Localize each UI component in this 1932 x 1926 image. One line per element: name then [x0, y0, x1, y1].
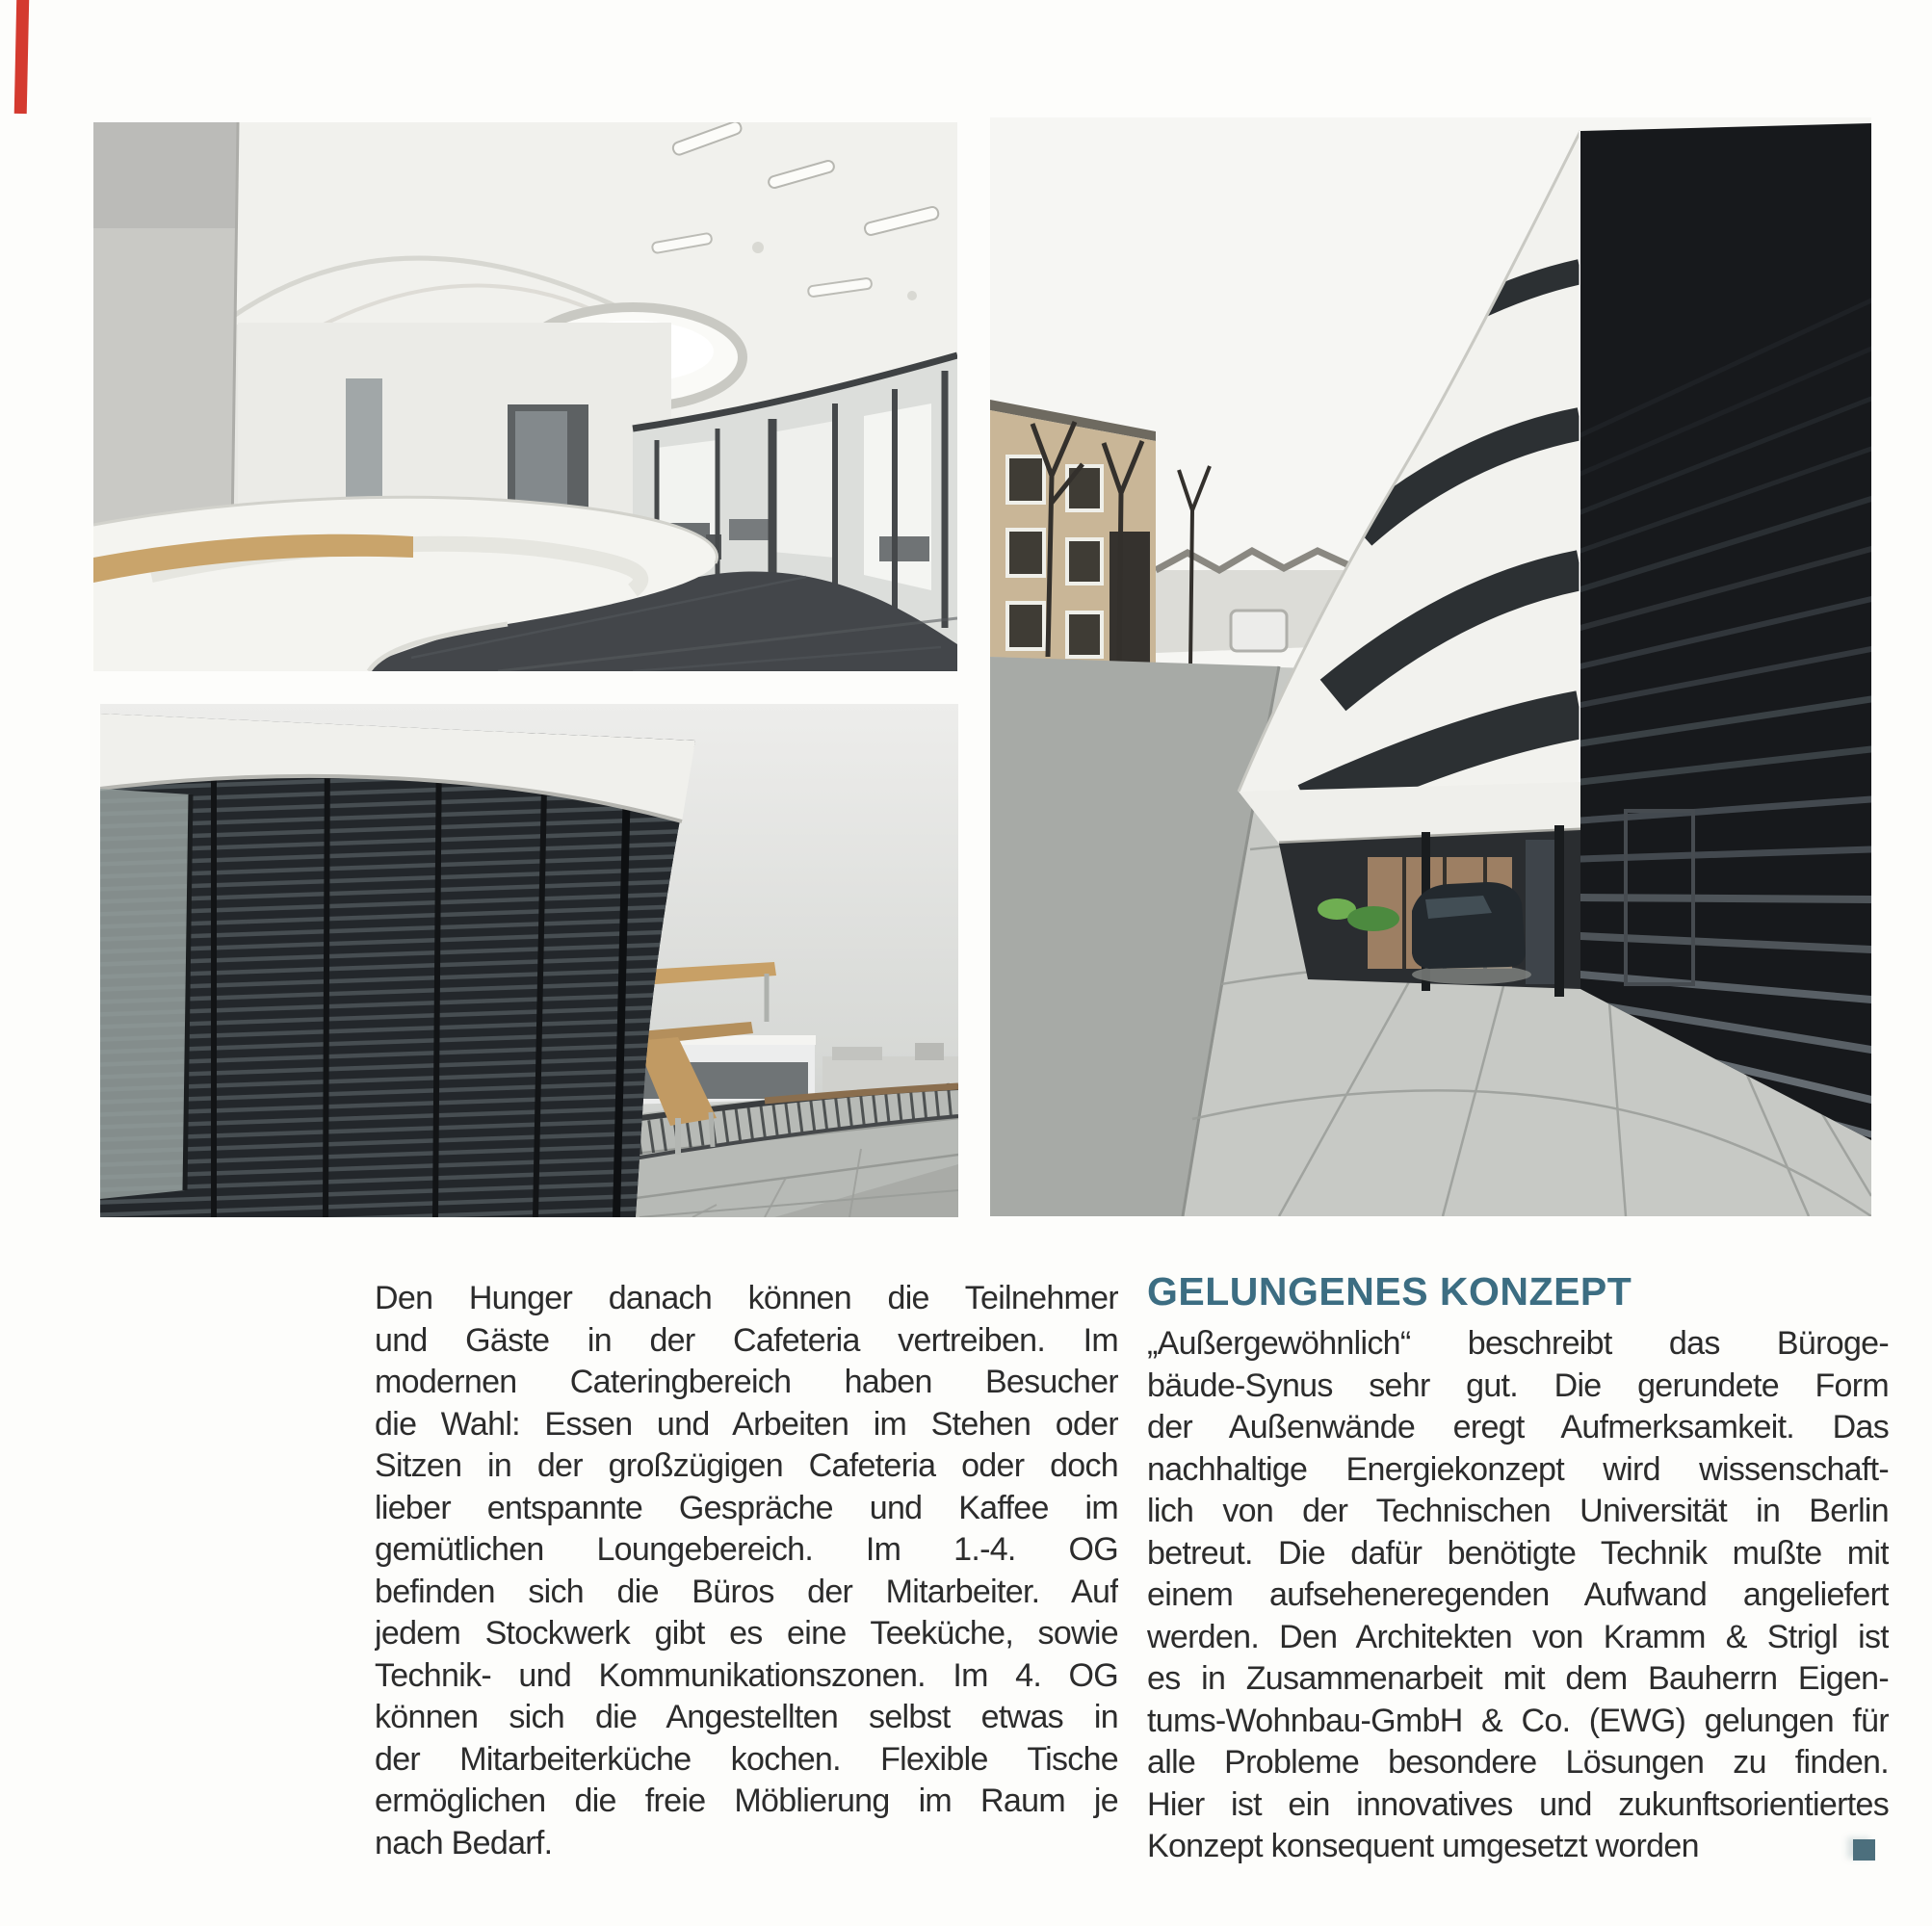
dark-car-icon: [1412, 882, 1531, 984]
text-line: können sich die Angestellten selbst etwas in: [375, 1699, 1118, 1735]
red-registration-mark: [14, 0, 30, 114]
green-planter-icon: [1347, 906, 1399, 931]
text-line: die Wahl: Essen und Arbeiten im Stehen oder: [375, 1405, 1118, 1443]
text-line: alle Probleme besondere Lösungen zu finden.: [1147, 1744, 1889, 1781]
text-line: bäude-Synus sehr gut. Die gerundete Form: [1147, 1366, 1889, 1404]
text-line: jedem Stockwerk gibt es eine Teeküche, sowie: [375, 1615, 1118, 1652]
text-line: ermöglichen die freie Möblierung im Raum je: [375, 1783, 1118, 1819]
building-exterior-illustration: [990, 117, 1871, 1216]
text-line: gemütlichen Loungebereich. Im 1.-4. OG: [375, 1531, 1118, 1568]
text-line: betreut. Die dafür benötigte Technik mußte mit: [1147, 1534, 1889, 1572]
text-line: nach Bedarf.: [375, 1824, 553, 1861]
text-line: Konzept konsequent umgesetzt worden: [1147, 1828, 1699, 1864]
text-line: der Außenwände eregt Aufmerksamkeit. Das: [1147, 1409, 1889, 1445]
white-van-icon: [1231, 611, 1287, 651]
body-text-right-column: [1147, 1269, 1889, 1868]
text-line: Technik- und Kommunikationszonen. Im 4. OG: [375, 1656, 1118, 1694]
text-line: werden. Den Architekten von Kramm & Strigl ist: [1147, 1618, 1889, 1655]
text-line: „Außergewöhnlich“ beschreibt das Büroge-: [1147, 1325, 1889, 1362]
text-line: und Gäste in der Cafeteria vertreiben. Im: [375, 1321, 1118, 1359]
photo-building-exterior: [990, 117, 1871, 1216]
section-body: [1147, 1323, 1889, 1868]
text-line: Den Hunger danach können die Teilnehmer: [375, 1280, 1118, 1316]
office-interior-illustration: [93, 122, 957, 671]
text-line: modernen Cateringbereich haben Besucher: [375, 1364, 1118, 1400]
roof-terrace-illustration: [100, 704, 958, 1217]
corrugated-wall-icon: [1580, 123, 1871, 1140]
text-line: nachhaltige Energiekonzept wird wissenschaft-: [1147, 1450, 1889, 1488]
text-line: Sitzen in der großzügigen Cafeteria oder doch: [375, 1447, 1118, 1484]
text-line: es in Zusammenarbeit mit dem Bauherrn Eigen-: [1147, 1660, 1889, 1697]
text-line: lieber entspannte Gespräche und Kaffee im: [375, 1489, 1118, 1526]
photo-office-interior: [93, 122, 957, 671]
body-text-left-column: [375, 1278, 1118, 1864]
text-line: tums-Wohnbau-GmbH & Co. (EWG) gelungen für: [1147, 1702, 1889, 1739]
text-line: Hier ist ein innovatives und zukunftsorientiertes: [1147, 1785, 1889, 1823]
photo-roof-terrace: [100, 704, 958, 1217]
text-line: lich von der Technischen Universität in Berlin: [1147, 1493, 1889, 1529]
text-line: der Mitarbeiterküche kochen. Flexible Tische: [375, 1740, 1118, 1778]
end-of-article-mark: [1853, 1839, 1875, 1861]
section-heading: GELUNGENES KONZEPT: [1147, 1269, 1632, 1314]
text-line: einem aufseheneregenden Aufwand angeliefert: [1147, 1576, 1889, 1613]
text-line: befinden sich die Büros der Mitarbeiter. Auf: [375, 1573, 1118, 1610]
